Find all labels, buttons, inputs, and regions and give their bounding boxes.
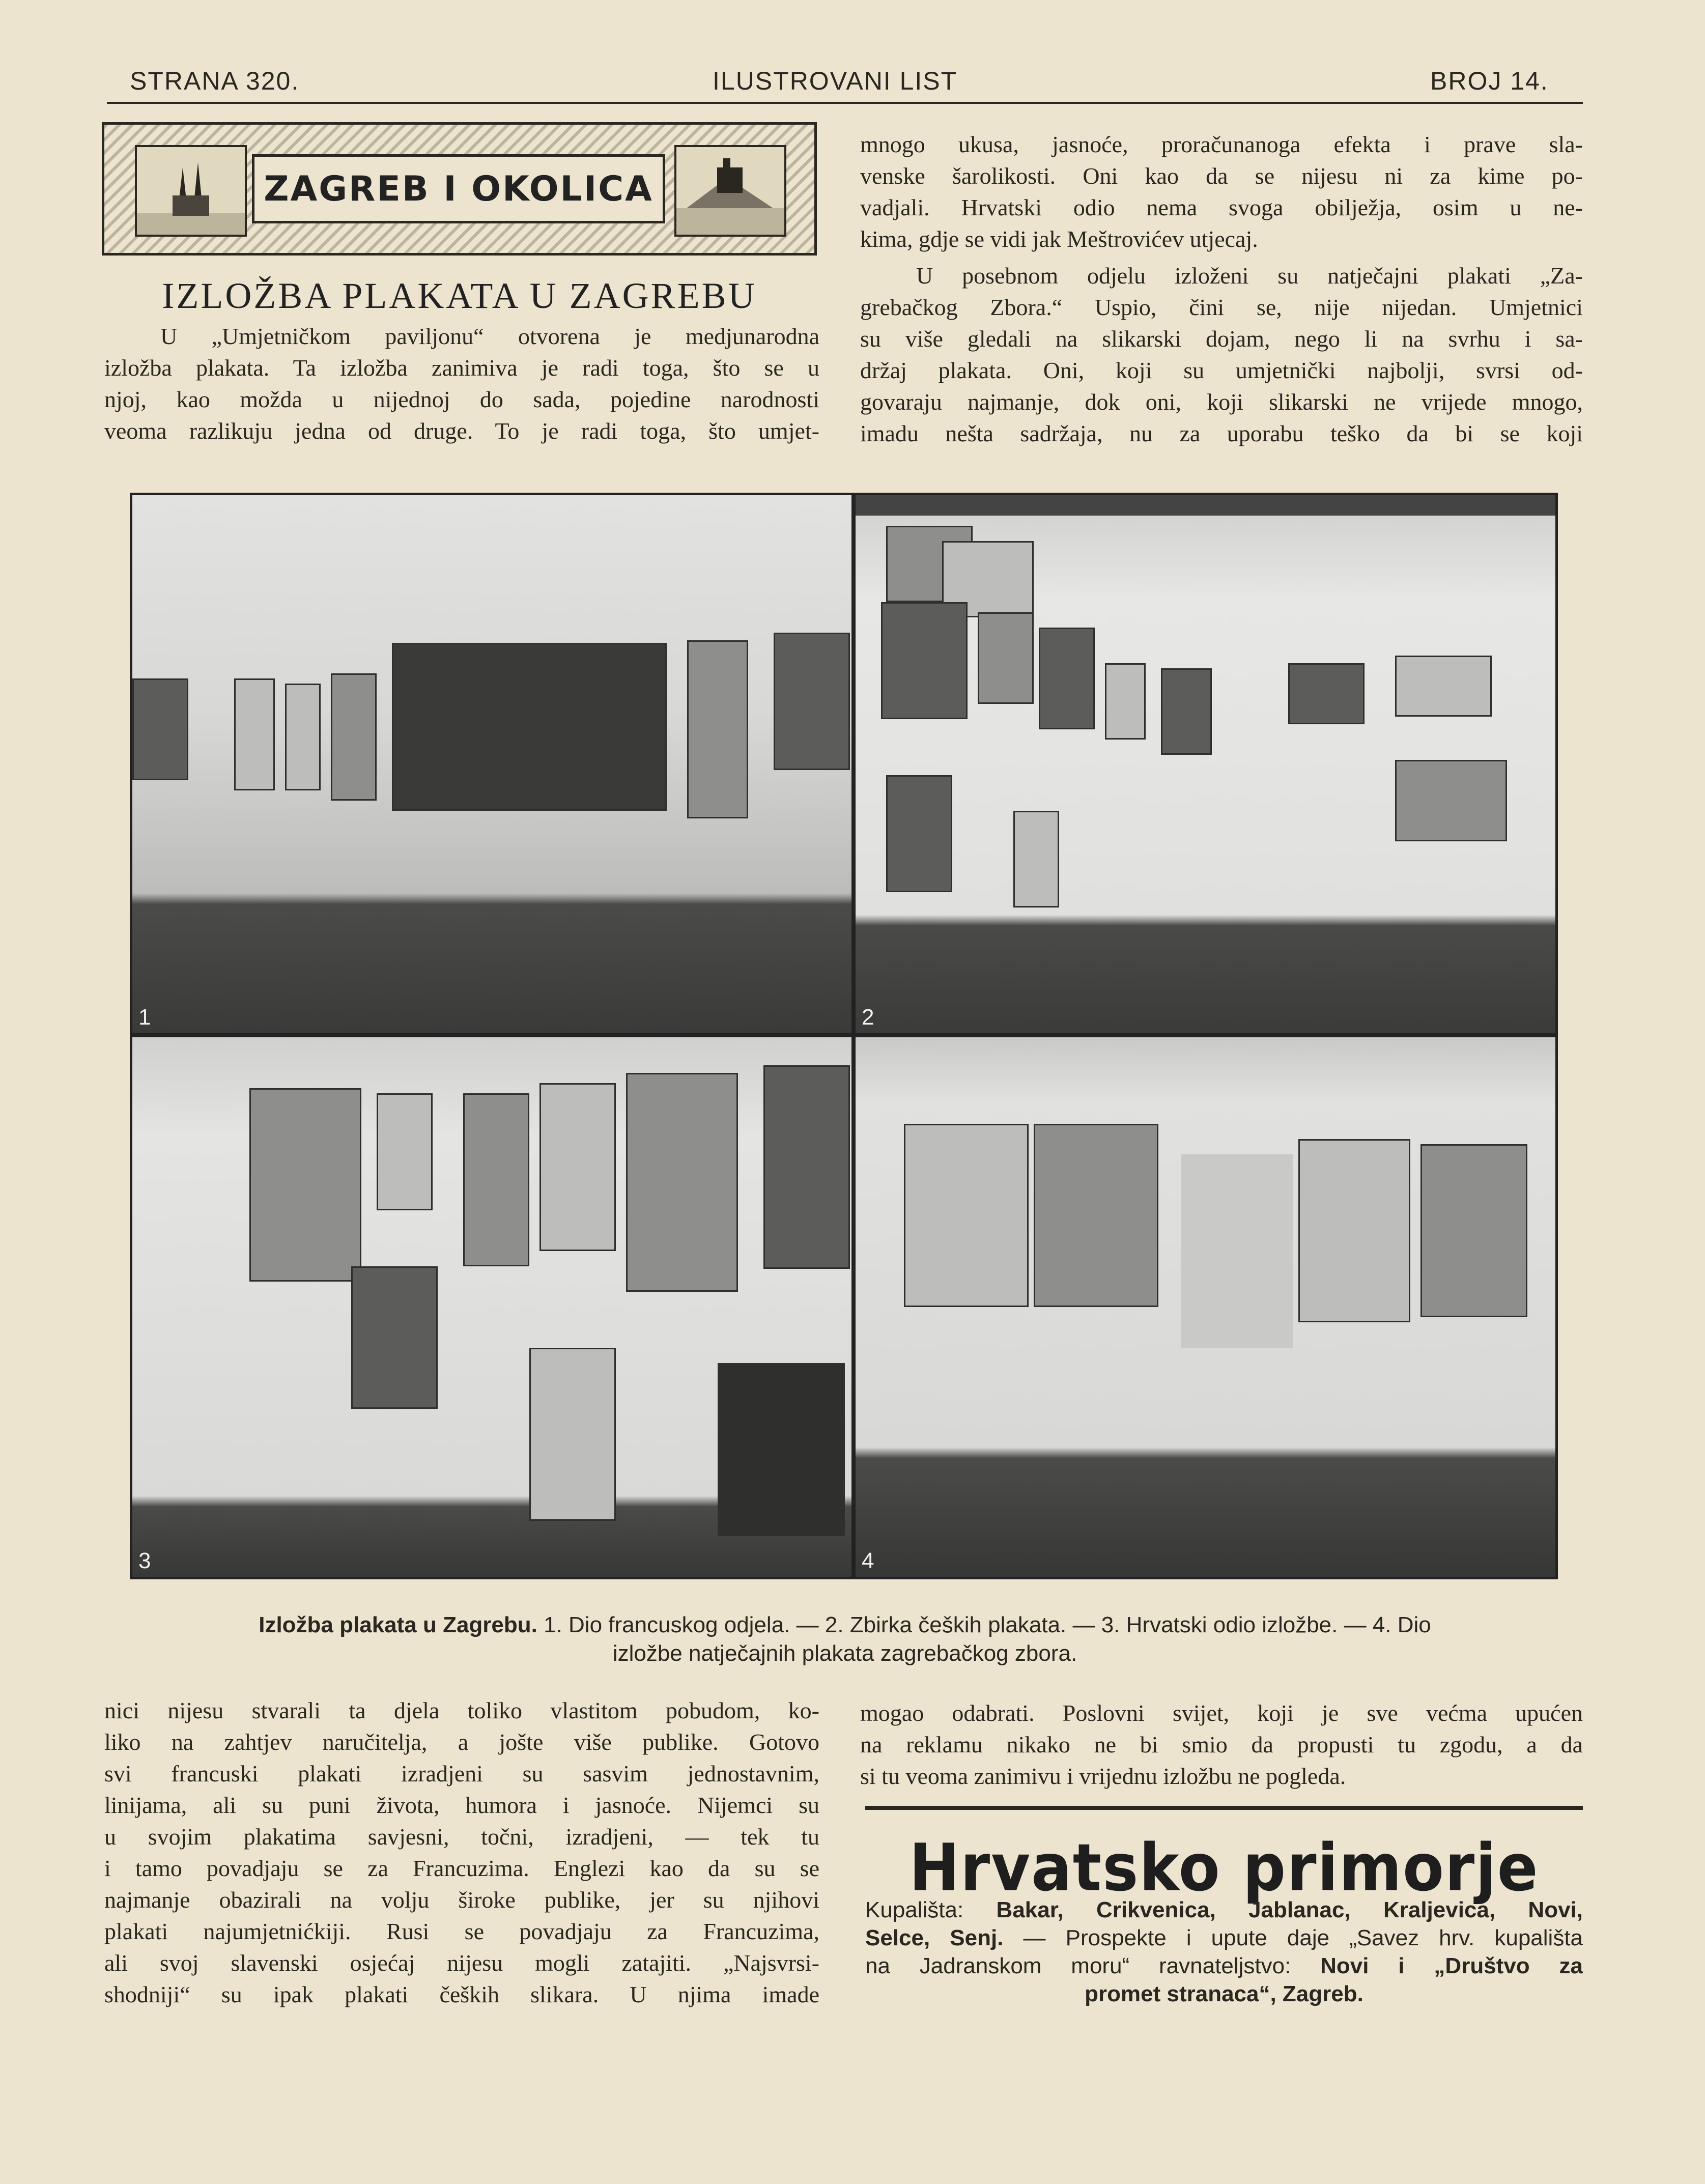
frieze (856, 495, 1555, 516)
section-banner (102, 122, 817, 256)
poster (463, 1093, 529, 1266)
poster (249, 1088, 361, 1282)
doorway (1395, 760, 1507, 841)
text-line: venske šarolikosti. Oni kao da se nijesu ni za kime po- (860, 163, 1583, 189)
text-line: na reklamu nikako ne bi smio da propusti tu zgodu, a da (860, 1732, 1583, 1757)
poster (1420, 1144, 1527, 1317)
photo-number: 4 (862, 1548, 874, 1573)
photo-number: 2 (862, 1005, 874, 1030)
poster (1039, 628, 1095, 729)
poster (718, 1363, 845, 1536)
poster (904, 1124, 1029, 1307)
header-rule (107, 102, 1583, 104)
text-line: u svojim plakatima savjesni, točni, izradjeni, — tek tu (104, 1824, 819, 1850)
photo-french-section (132, 495, 851, 1033)
banner-title-box (252, 154, 665, 223)
article-col1-bottom (104, 1695, 819, 2010)
poster (1395, 656, 1492, 717)
text-line: shodniji“ su ipak plakati čeških slikara. U njima imade (104, 1981, 819, 2007)
poster (1161, 668, 1212, 755)
text-line: držaj plakata. Oni, koji su umjetnički najbolji, svrsi od- (860, 357, 1583, 383)
photo-czech-section (856, 495, 1555, 1033)
article-col1-top (104, 321, 819, 447)
poster (351, 1266, 438, 1409)
page-number: STRANA 320. (130, 67, 300, 95)
text-line: najmanje obazirali na volju široke publike, jer su njihovi (104, 1887, 819, 1913)
text-line: grebačkog Zbora.“ Uspio, čini se, nije nijedan. Umjetnici (860, 294, 1583, 320)
article-col2-bottom (860, 1697, 1583, 1792)
article-col2-top (860, 129, 1583, 449)
poster (1298, 1139, 1410, 1322)
poster (1288, 663, 1365, 724)
photo-grid (130, 493, 1558, 1579)
poster (331, 673, 377, 801)
photo-number: 1 (138, 1005, 151, 1030)
caption-text-2: izložbe natječajnih plakata zagrebačkog zbora. (612, 1641, 1077, 1666)
poster (234, 678, 275, 790)
poster (687, 640, 748, 818)
poster (539, 1083, 616, 1251)
poster (377, 1093, 433, 1210)
section-title: ZAGREB I OKOLICA (264, 168, 653, 209)
poster (763, 1065, 850, 1269)
poster (881, 602, 968, 719)
article-headline: IZLOŽBA PLAKATA U ZAGREBU (162, 275, 757, 316)
poster (529, 1348, 616, 1521)
poster (1013, 811, 1059, 907)
poster (886, 775, 952, 892)
caption-text: 1. Dio francuskog odjela. — 2. Zbirka čeških plakata. — 3. Hrvatski odio izložbe. — 4. Dio (537, 1612, 1431, 1637)
text-line: nici nijesu stvarali ta djela toliko vlastitom pobudom, ko- (104, 1697, 819, 1723)
text-line: si tu veoma zanimivu i vrijednu izložbu ne pogleda. (860, 1763, 1346, 1789)
poster (285, 684, 321, 790)
ad-org-2: promet stranaca“, Zagreb. (1085, 1981, 1363, 2006)
text-line: su više gledali na slikarski dojam, nego li na svrhu i sa- (860, 326, 1583, 352)
ad-places: Bakar, Crikvenica, Jablanac, Kraljevica, Novi, (963, 1897, 1583, 1922)
text-line: linijama, ali su puni života, humora i jasnoće. Nijemci su (104, 1792, 819, 1818)
text-line: imadu nešta sadržaja, nu za uporabu teško da bi se koji (860, 420, 1583, 446)
text-line: izložba plakata. Ta izložba zanimiva je radi toga, što se u (104, 355, 819, 381)
text-line: svi francuski plakati izradjeni su sasvim jednostavnim, (104, 1761, 819, 1786)
text-line: mogao odabrati. Poslovni svijet, koji je sve većma upućen (860, 1700, 1583, 1726)
text-line: plakati najumjetnićkiji. Rusi se povadjaju za Francuzima, (104, 1918, 819, 1944)
photo-caption (122, 1611, 1568, 1668)
ad-text-2: na Jadranskom moru“ ravnateljstvo: (865, 1953, 1291, 1978)
text-line: liko na zahtjev naručitelja, a jošte više publike. Gotovo (104, 1729, 819, 1755)
poster (626, 1073, 738, 1292)
poster (1105, 663, 1146, 740)
ad-body (865, 1896, 1583, 2008)
cathedral-vignette-icon (135, 145, 247, 237)
text-line: i tamo povadjaju se za Francuzima. Englezi kao da su se (104, 1855, 819, 1881)
ad-title: Hrvatsko primorje (909, 1829, 1539, 1906)
ad-lead: Kupališta: (865, 1897, 964, 1922)
text-line: mnogo ukusa, jasnoće, proračunanoga efekta i prave sla- (860, 131, 1583, 157)
text-line: U „Umjetničkom paviljonu“ otvorena je medjunarodna (160, 323, 819, 349)
ad-text: — Prospekte i upute daje „Savez hrv. kupališta (1003, 1925, 1583, 1950)
ad-org: Novi i „Društvo za (1291, 1953, 1583, 1978)
ad-places-2: Selce, Senj. (865, 1925, 1004, 1950)
poster (774, 633, 850, 770)
photo-number: 3 (138, 1548, 151, 1573)
text-line: govaraju najmanje, dok oni, koji slikarski ne vrijede mnogo, (860, 389, 1583, 415)
text-line: kima, gdje se vidi jak Meštrovićev utjecaj. (860, 226, 1258, 252)
text-line: ali svoj slavenski osjećaj nijesu mogli zatajiti. „Najsvrsi- (104, 1950, 819, 1976)
castle-vignette-icon (674, 145, 786, 237)
issue-number: BROJ 14. (1430, 67, 1549, 95)
photo-croatian-section (132, 1037, 851, 1577)
poster (392, 643, 667, 811)
poster (978, 612, 1034, 704)
text-line: U posebnom odjelu izloženi su natječajni plakati „Za- (916, 263, 1583, 289)
publication-title: ILUSTROVANI LIST (713, 67, 958, 95)
poster (132, 678, 188, 780)
text-line: veoma razlikuju jedna od druge. To je radi toga, što umjet- (104, 418, 819, 444)
photo-competition-section (856, 1037, 1555, 1577)
text-line: njoj, kao možda u nijednoj do sada, pojedine narodnosti (104, 386, 819, 412)
doorway (1181, 1154, 1293, 1348)
poster (1034, 1124, 1158, 1307)
text-line: vadjali. Hrvatski odio nema svoga obilježja, osim u ne- (860, 194, 1583, 220)
ad-divider (865, 1806, 1583, 1810)
caption-title: Izložba plakata u Zagrebu. (259, 1612, 537, 1637)
